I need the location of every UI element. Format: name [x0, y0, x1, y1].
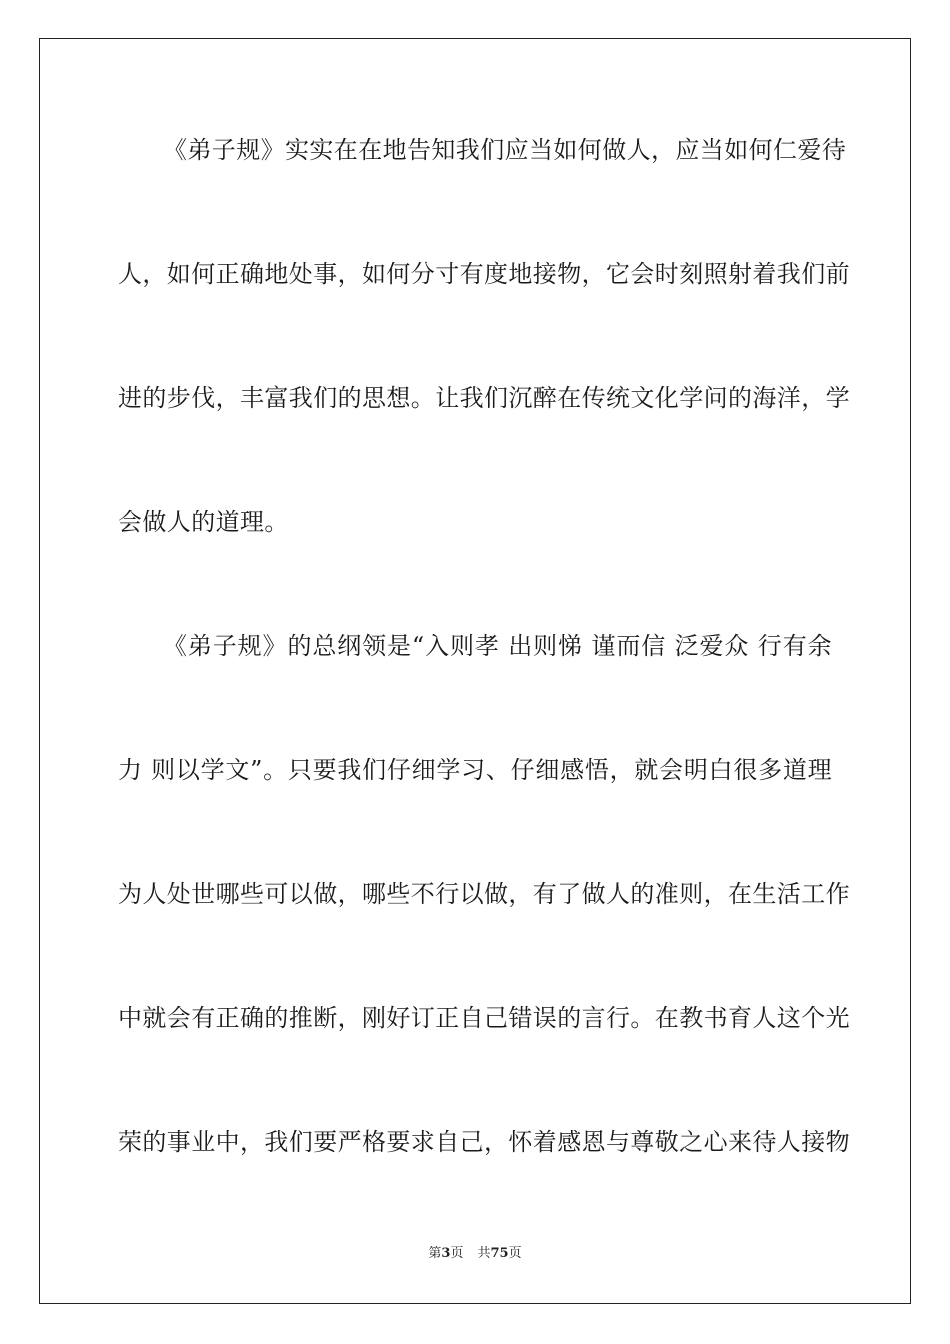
page-prefix: 第: [428, 1246, 442, 1261]
paragraph-1-line-2: 人，如何正确地处事，如何分寸有度地接物，它会时刻照射着我们前: [118, 260, 850, 288]
paragraph-1-line-1: 《弟子规》实实在在地告知我们应当如何做人，应当如何仁爱待: [163, 136, 847, 164]
paragraph-2-line-3: 为人处世哪些可以做，哪些不行以做，有了做人的准则，在生活工作: [118, 880, 850, 908]
paragraph-1-line-3: 进的步伐，丰富我们的思想。让我们沉醉在传统文化学问的海洋，学: [118, 384, 850, 412]
paragraph-2-line-1: 《弟子规》的总纲领是“入则孝 出则悌 谨而信 泛爱众 行有余: [163, 632, 832, 660]
paragraph-2-line-4: 中就会有正确的推断，刚好订正自己错误的言行。在教书育人这个光: [118, 1004, 850, 1032]
total-prefix: 共: [477, 1246, 491, 1261]
page-footer: [0, 1245, 950, 1263]
paragraph-2-line-2: 力 则以学文”。只要我们仔细学习、仔细感悟，就会明白很多道理: [118, 756, 832, 784]
paragraph-2-line-5: 荣的事业中，我们要严格要求自己，怀着感恩与尊敬之心来待人接物: [118, 1128, 850, 1156]
page-border: [39, 38, 911, 1304]
total-page-count: 75: [490, 1246, 509, 1261]
paragraph-1-line-4: 会做人的道理。: [118, 508, 289, 536]
total-suffix: 页: [508, 1246, 522, 1261]
page-suffix: 页: [450, 1246, 464, 1261]
current-page-number: 3: [441, 1246, 451, 1261]
